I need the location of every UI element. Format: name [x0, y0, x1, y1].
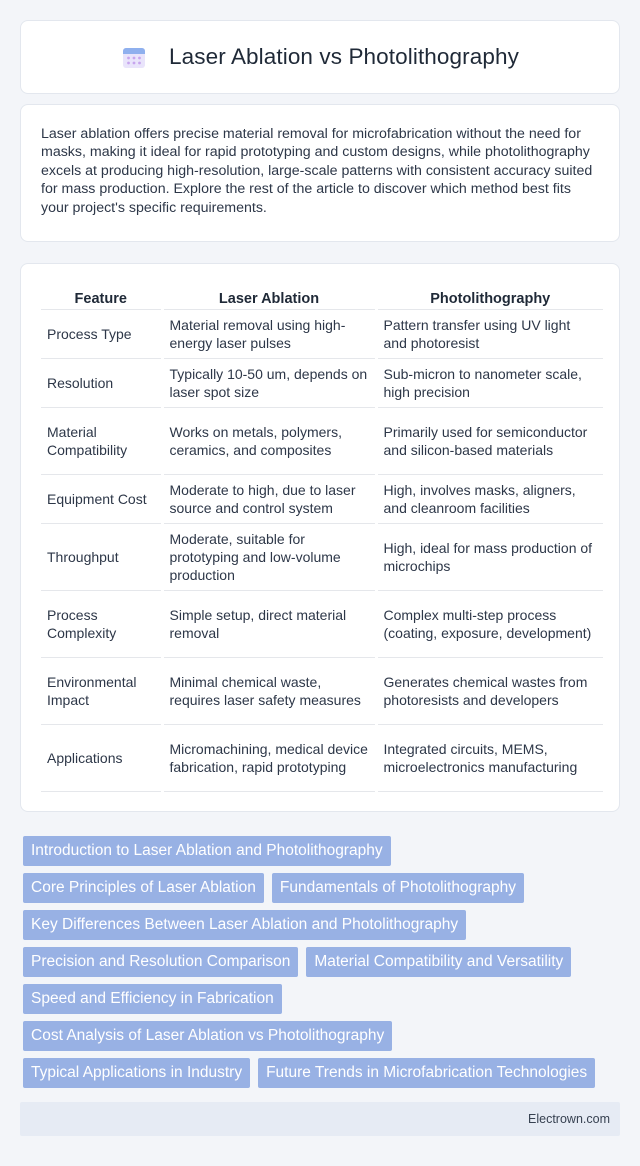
topic-tag-introduction[interactable]: Introduction to Laser Ablation and Photolithography [23, 836, 391, 866]
table-row [41, 474, 603, 523]
comparison-table [41, 284, 603, 792]
row-feature: Material Compatibility [41, 407, 162, 474]
row-feature: Applications [41, 724, 162, 791]
row-feature: Process Type [41, 309, 162, 358]
table-row [41, 523, 603, 590]
row-photo-value: High, involves masks, aligners, and cleanroom facilities [376, 474, 603, 523]
tag-row [23, 1021, 623, 1051]
row-feature: Resolution [41, 358, 162, 407]
tag-row [23, 947, 623, 977]
topic-tags [23, 836, 623, 1095]
topic-tag-material-compatibility[interactable]: Material Compatibility and Versatility [306, 947, 571, 977]
row-laser-value: Material removal using high-energy laser pulses [162, 309, 376, 358]
topic-tag-applications[interactable]: Typical Applications in Industry [23, 1058, 250, 1088]
topic-tag-speed[interactable]: Speed and Efficiency in Fabrication [23, 984, 282, 1014]
row-photo-value: Generates chemical wastes from photoresists and developers [376, 657, 603, 724]
page-title: Laser Ablation vs Photolithography [169, 44, 519, 69]
topic-tag-fundamentals[interactable]: Fundamentals of Photolithography [272, 873, 524, 903]
row-photo-value: Integrated circuits, MEMS, microelectronics manufacturing [376, 724, 603, 791]
row-laser-value: Works on metals, polymers, ceramics, and composites [162, 407, 376, 474]
row-photo-value: High, ideal for mass production of microchips [376, 523, 603, 590]
intro-text: Laser ablation offers precise material removal for microfabrication without the need for masks, making it ideal for rapid prototyping and custom designs, while photolithography excels at producing high-resolution, large-scale patterns with consistent accuracy suited for mass production. Explore the rest of the article to discover which method best fits your project's specific requirements. [41, 126, 593, 216]
topic-tag-core-principles[interactable]: Core Principles of Laser Ablation [23, 873, 264, 903]
tag-row [23, 873, 623, 903]
header-photolithography: Photolithography [376, 284, 603, 309]
row-laser-value: Moderate to high, due to laser source and control system [162, 474, 376, 523]
topic-tag-cost-analysis[interactable]: Cost Analysis of Laser Ablation vs Photolithography [23, 1021, 392, 1051]
table-row [41, 590, 603, 657]
topic-tag-precision[interactable]: Precision and Resolution Comparison [23, 947, 298, 977]
row-feature: Environmental Impact [41, 657, 162, 724]
tag-row [23, 1058, 623, 1088]
table-row [41, 407, 603, 474]
row-photo-value: Complex multi-step process (coating, exposure, development) [376, 590, 603, 657]
tag-row [23, 984, 623, 1014]
tag-row [23, 836, 623, 866]
row-photo-value: Pattern transfer using UV light and photoresist [376, 309, 603, 358]
title-card [20, 20, 620, 94]
table-row [41, 657, 603, 724]
topic-tag-key-differences[interactable]: Key Differences Between Laser Ablation and Photolithography [23, 910, 466, 940]
row-laser-value: Typically 10-50 um, depends on laser spot size [162, 358, 376, 407]
calendar-grid-icon [121, 44, 147, 70]
row-laser-value: Minimal chemical waste, requires laser safety measures [162, 657, 376, 724]
row-laser-value: Simple setup, direct material removal [162, 590, 376, 657]
tag-row [23, 910, 623, 940]
table-row [41, 309, 603, 358]
row-laser-value: Micromachining, medical device fabrication, rapid prototyping [162, 724, 376, 791]
footer-site-name[interactable]: Electrown.com [528, 1112, 610, 1126]
table-row [41, 724, 603, 791]
row-laser-value: Moderate, suitable for prototyping and low-volume production [162, 523, 376, 590]
row-feature: Equipment Cost [41, 474, 162, 523]
row-feature: Throughput [41, 523, 162, 590]
row-feature: Process Complexity [41, 590, 162, 657]
header-feature: Feature [41, 284, 162, 309]
table-row [41, 358, 603, 407]
intro-card [20, 104, 620, 242]
footer [20, 1102, 620, 1136]
row-photo-value: Sub-micron to nanometer scale, high precision [376, 358, 603, 407]
row-photo-value: Primarily used for semiconductor and silicon-based materials [376, 407, 603, 474]
comparison-table-card [20, 263, 620, 812]
table-header-row [41, 284, 603, 309]
header-laser-ablation: Laser Ablation [162, 284, 376, 309]
topic-tag-future-trends[interactable]: Future Trends in Microfabrication Technologies [258, 1058, 595, 1088]
